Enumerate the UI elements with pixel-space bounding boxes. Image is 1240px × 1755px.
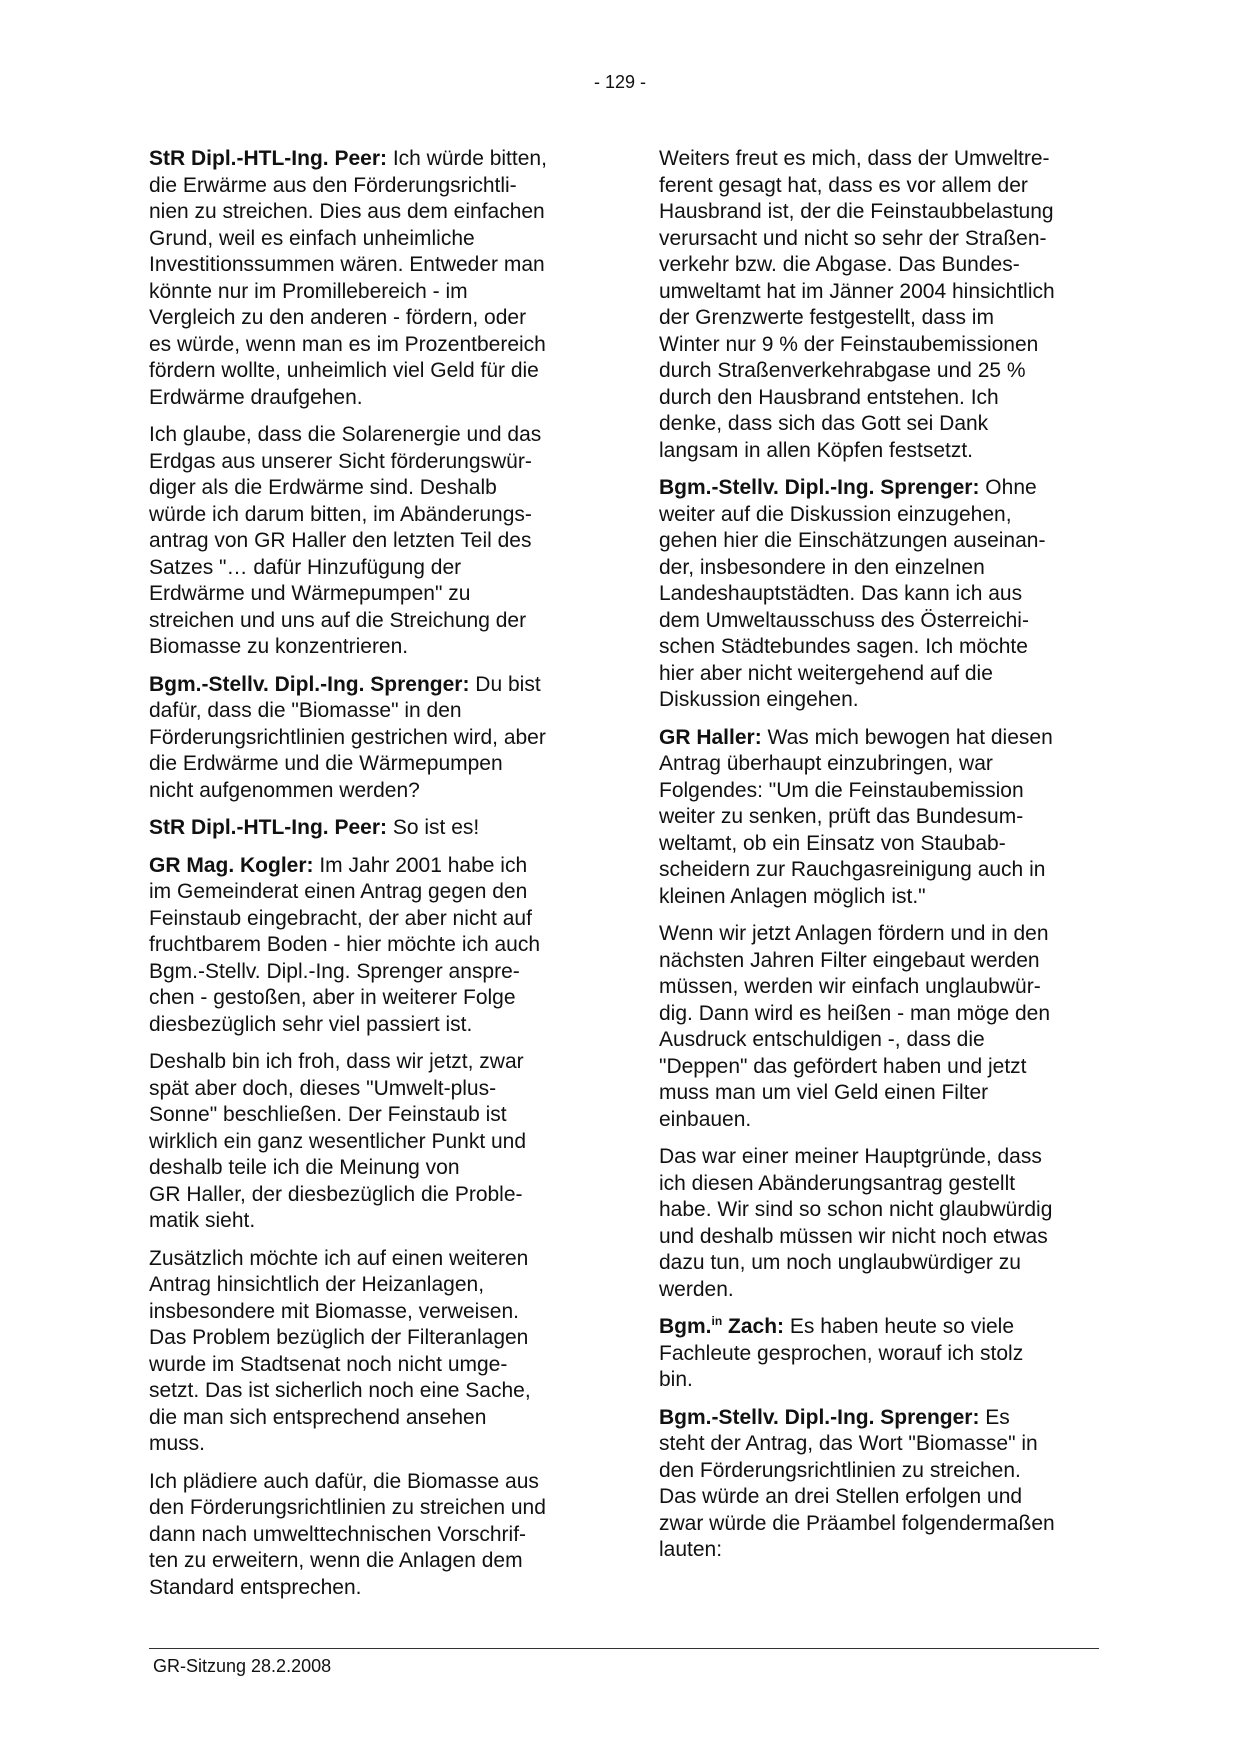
text-line: Hausbrand ist, der die Feinstaubbelastung: [659, 200, 1054, 223]
text-line: hier aber nicht weitergehend auf die: [659, 661, 993, 685]
paragraph: [659, 146, 1099, 464]
text-line: weltamt, ob ein Einsatz von Staubab-: [659, 831, 1006, 855]
text-line: werden.: [659, 1277, 734, 1301]
speaker-name-rest: Zach:: [722, 1315, 785, 1338]
text-line: Sonne" beschließen. Der Feinstaub ist: [149, 1103, 507, 1126]
text-line: dig. Dann wird es heißen - man möge den: [659, 1001, 1051, 1025]
text-line: scheidern zur Rauchgasreinigung auch in: [659, 858, 1046, 881]
text-line: Es haben heute so viele: [784, 1315, 1015, 1338]
text-line: Antrag hinsichtlich der Heizanlagen,: [149, 1273, 485, 1296]
text-line: Landeshauptstädten. Das kann ich aus: [659, 582, 1023, 605]
text-line: nicht aufgenommen werden?: [149, 778, 420, 802]
speaker-name: Bgm.-Stellv. Dipl.-Ing. Sprenger:: [659, 476, 980, 499]
right-column: [659, 146, 1099, 1575]
text-line: steht der Antrag, das Wort "Biomasse" in: [659, 1432, 1038, 1455]
text-line: im Gemeinderat einen Antrag gegen den: [149, 880, 528, 903]
speaker-name: Bgm.: [659, 1315, 712, 1338]
speaker-name: GR Haller:: [659, 725, 762, 749]
text-line: einbauen.: [659, 1107, 752, 1131]
text-line: Erdgas aus unserer Sicht förderungswür-: [149, 449, 532, 473]
paragraph: [149, 146, 589, 411]
text-line: antrag von GR Haller den letzten Teil des: [149, 529, 532, 552]
text-line: Es: [979, 1405, 1010, 1429]
text-line: durch den Hausbrand entstehen. Ich: [659, 385, 999, 409]
text-line: Feinstaub eingebracht, der aber nicht auf: [149, 906, 532, 930]
text-line: matik sieht.: [149, 1209, 256, 1232]
text-line: Das Problem bezüglich der Filteranlagen: [149, 1326, 529, 1349]
left-column: [149, 146, 589, 1612]
paragraph: [149, 1246, 589, 1458]
paragraph: [659, 1314, 1099, 1394]
text-line: Satzes "… dafür Hinzufügung der: [149, 555, 462, 579]
footer-rule: [149, 1648, 1099, 1649]
page-number: - 129 -: [593, 72, 647, 92]
text-line: Ausdruck entschuldigen -, dass die: [659, 1028, 985, 1051]
text-line: Fachleute gesprochen, worauf ich stolz: [659, 1341, 1024, 1365]
text-line: chen - gestoßen, aber in weiterer Folge: [149, 986, 516, 1009]
text-line: kleinen Anlagen möglich ist.": [659, 884, 926, 908]
text-line: könnte nur im Promillebereich - im: [149, 279, 468, 303]
text-line: dafür, dass die "Biomasse" in den: [149, 699, 462, 722]
text-line: nien zu streichen. Dies aus dem einfachen: [149, 200, 545, 223]
footer-text: GR-Sitzung 28.2.2008: [153, 1656, 332, 1676]
text-line: Wenn wir jetzt Anlagen fördern und in den: [659, 922, 1049, 945]
text-line: es würde, wenn man es im Prozentbereich: [149, 332, 546, 356]
text-line: Ich glaube, dass die Solarenergie und das: [149, 423, 542, 446]
text-line: Antrag überhaupt einzubringen, war: [659, 752, 993, 775]
paragraph: [149, 1049, 589, 1235]
text-line: GR Haller, der diesbezüglich die Proble-: [149, 1182, 523, 1206]
speaker-name: Bgm.-Stellv. Dipl.-Ing. Sprenger:: [659, 1405, 980, 1429]
text-line: habe. Wir sind so schon nicht glaubwürdig: [659, 1198, 1053, 1221]
text-line: ich diesen Abänderungsantrag gestellt: [659, 1171, 1016, 1195]
speaker-superscript: in: [711, 1314, 723, 1328]
speaker-name: StR Dipl.-HTL-Ing. Peer:: [149, 147, 387, 170]
text-line: zwar würde die Präambel folgendermaßen: [659, 1511, 1055, 1535]
text-line: insbesondere mit Biomasse, verweisen.: [149, 1299, 520, 1323]
text-line: weiter zu senken, prüft das Bundesum-: [659, 805, 1024, 828]
text-line: fruchtbarem Boden - hier möchte ich auch: [149, 933, 541, 956]
text-line: fördern wollte, unheimlich viel Geld für die: [149, 359, 539, 382]
text-line: Das würde an drei Stellen erfolgen und: [659, 1485, 1023, 1508]
text-line: die Erwärme aus den Förderungsrichtli-: [149, 173, 517, 197]
text-line: Zusätzlich möchte ich auf einen weiteren: [149, 1246, 529, 1270]
text-line: lauten:: [659, 1538, 723, 1561]
text-line: Vergleich zu den anderen - fördern, oder: [149, 306, 527, 329]
text-line: dazu tun, um noch unglaubwürdiger zu: [659, 1251, 1021, 1274]
text-line: Diskussion eingehen.: [659, 688, 859, 711]
speaker-name: Bgm.-Stellv. Dipl.-Ing. Sprenger:: [149, 672, 470, 696]
text-line: deshalb teile ich die Meinung von: [149, 1156, 460, 1179]
text-line: verursacht und nicht so sehr der Straßen-: [659, 226, 1047, 250]
text-line: dem Umweltausschuss des Österreichi-: [659, 608, 1029, 632]
paragraph: [149, 853, 589, 1039]
text-line: Ohne: [979, 476, 1037, 499]
text-line: Biomasse zu konzentrieren.: [149, 635, 409, 658]
text-line: So ist es!: [387, 816, 480, 839]
paragraph: [659, 921, 1099, 1133]
paragraph: [659, 725, 1099, 911]
paragraph: [149, 815, 589, 842]
text-line: bin.: [659, 1368, 693, 1391]
text-line: Folgendes: "Um die Feinstaubemission: [659, 778, 1024, 802]
paragraph: [659, 475, 1099, 714]
text-line: diger als die Erdwärme sind. Deshalb: [149, 476, 497, 499]
text-line: Standard entsprechen.: [149, 1575, 362, 1599]
text-line: Ich plädiere auch dafür, die Biomasse aus: [149, 1469, 539, 1493]
speaker-name: GR Mag. Kogler:: [149, 853, 314, 877]
text-line: langsam in allen Köpfen festsetzt.: [659, 438, 974, 462]
paragraph: [149, 422, 589, 661]
text-line: schen Städtebundes sagen. Ich möchte: [659, 635, 1028, 658]
text-line: dann nach umwelttechnischen Vorschrif-: [149, 1522, 527, 1546]
text-line: gehen hier die Einschätzungen auseinan-: [659, 529, 1046, 552]
text-line: den Förderungsrichtlinien zu streichen und: [149, 1496, 546, 1519]
text-line: umweltamt hat im Jänner 2004 hinsichtlich: [659, 279, 1055, 303]
text-line: wirklich ein ganz wesentlicher Punkt und: [149, 1129, 527, 1153]
text-line: Investitionssummen wären. Entweder man: [149, 253, 545, 276]
text-line: nächsten Jahren Filter eingebaut werden: [659, 948, 1040, 972]
text-line: Das war einer meiner Hauptgründe, dass: [659, 1145, 1042, 1168]
text-line: denke, dass sich das Gott sei Dank: [659, 412, 989, 435]
text-line: Förderungsrichtlinien gestrichen wird, aber: [149, 725, 546, 749]
text-line: muss man um viel Geld einen Filter: [659, 1081, 989, 1104]
text-line: spät aber doch, dieses "Umwelt-plus-: [149, 1076, 497, 1100]
paragraph: [659, 1144, 1099, 1303]
text-line: der Grenzwerte festgestellt, dass im: [659, 306, 994, 329]
text-line: müssen, werden wir einfach unglaubwür-: [659, 975, 1041, 998]
text-line: wurde im Stadtsenat noch nicht umge-: [149, 1352, 508, 1376]
text-line: Grund, weil es einfach unheimliche: [149, 226, 475, 250]
text-line: die Erdwärme und die Wärmepumpen: [149, 752, 503, 775]
text-line: Erdwärme und Wärmepumpen" zu: [149, 582, 471, 605]
text-line: Erdwärme draufgehen.: [149, 385, 363, 409]
text-line: diesbezüglich sehr viel passiert ist.: [149, 1012, 473, 1036]
text-line: ferent gesagt hat, dass es vor allem der: [659, 173, 1028, 197]
text-line: Im Jahr 2001 habe ich: [313, 853, 528, 877]
text-line: Du bist: [469, 672, 541, 696]
text-line: würde ich darum bitten, im Abänderungs-: [149, 502, 532, 526]
text-line: setzt. Das ist sicherlich noch eine Sache,: [149, 1379, 531, 1402]
paragraph: [149, 1469, 589, 1602]
text-line: "Deppen" das gefördert haben und jetzt: [659, 1054, 1027, 1078]
text-line: streichen und uns auf die Streichung der: [149, 608, 527, 632]
paragraph: [659, 1405, 1099, 1564]
text-line: die man sich entsprechend ansehen: [149, 1405, 487, 1429]
text-line: der, insbesondere in den einzelnen: [659, 555, 985, 579]
text-line: Bgm.-Stellv. Dipl.-Ing. Sprenger anspre-: [149, 959, 520, 983]
text-line: Weiters freut es mich, dass der Umweltre-: [659, 147, 1050, 170]
text-line: Was mich bewogen hat diesen: [761, 725, 1053, 749]
text-line: ten zu erweitern, wenn die Anlagen dem: [149, 1549, 523, 1572]
text-line: und deshalb müssen wir nicht noch etwas: [659, 1224, 1048, 1248]
text-line: weiter auf die Diskussion einzugehen,: [659, 502, 1012, 526]
text-line: verkehr bzw. die Abgase. Das Bundes-: [659, 253, 1020, 276]
speaker-name: StR Dipl.-HTL-Ing. Peer:: [149, 816, 387, 839]
text-line: muss.: [149, 1432, 206, 1455]
text-line: Ich würde bitten,: [387, 147, 547, 170]
text-line: Winter nur 9 % der Feinstaubemissionen: [659, 332, 1039, 356]
text-line: durch Straßenverkehrabgase und 25 %: [659, 359, 1026, 382]
paragraph: [149, 672, 589, 805]
text-line: Deshalb bin ich froh, dass wir jetzt, zwar: [149, 1050, 524, 1073]
text-line: den Förderungsrichtlinien zu streichen.: [659, 1458, 1021, 1482]
